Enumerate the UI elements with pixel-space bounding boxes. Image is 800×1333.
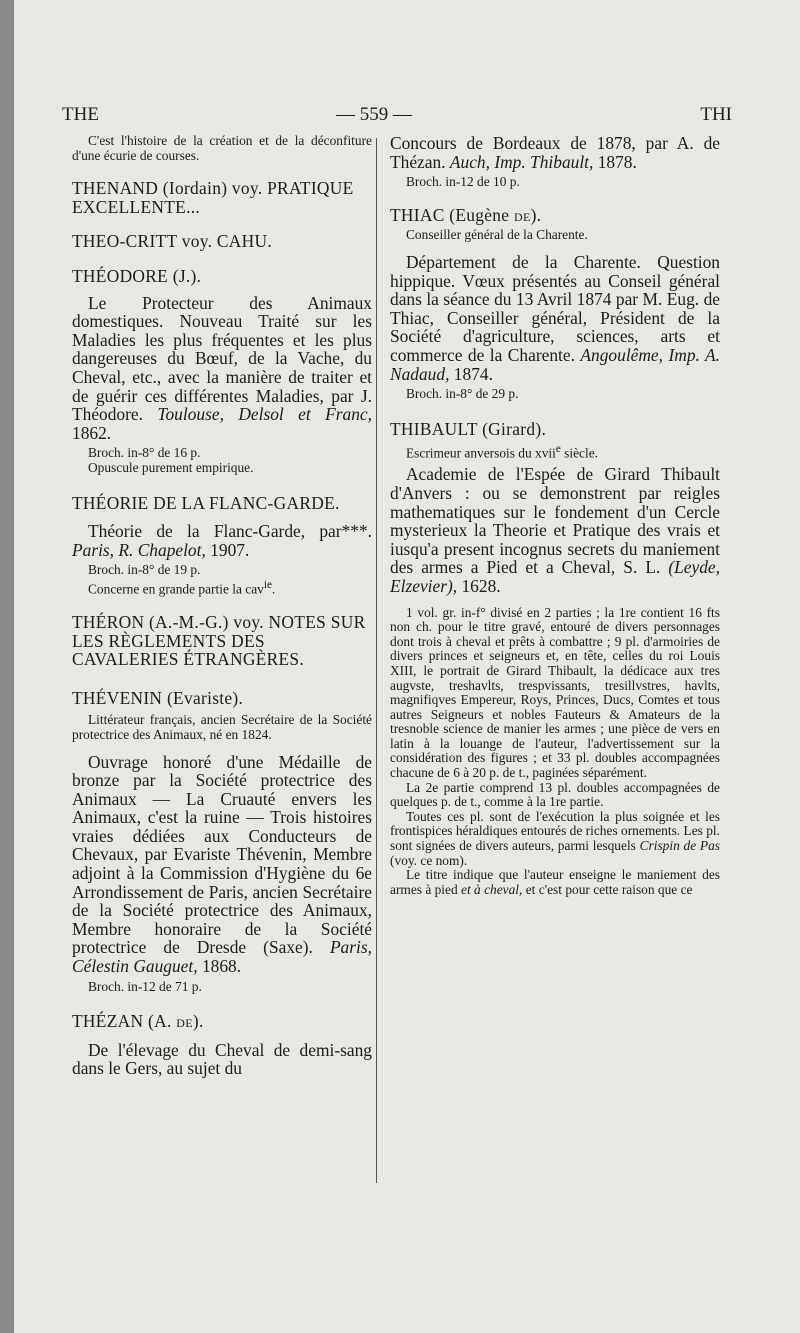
superscript: ie	[263, 578, 272, 591]
format-note: Broch. in-12 de 10 p.	[406, 174, 520, 190]
italic-phrase: et à cheval,	[461, 881, 523, 897]
bio-end: siècle.	[560, 445, 599, 461]
bio-note: Littérateur français, ancien Secrétaire de la Société protectrice des Animaux, né en 1824.	[72, 712, 372, 742]
right-column	[390, 134, 720, 897]
comment-note	[72, 578, 372, 597]
entry-heading-theron: THÉRON (A.-M.-G.) voy. NOTES SUR LES RÈGLEMENTS DES CAVALERIES ÉTRANGÈRES.	[72, 611, 366, 670]
entry-heading-theo-critt: THEO-CRITT voy. CAHU.	[72, 231, 272, 252]
entry-title-theorie	[72, 522, 372, 559]
description-para: 1 vol. gr. in-f° divisé en 2 parties ; la 1re contient 16 fts non ch. pour le titre gravé, entouré de divers personnages dont trois à cheval et prêts à combattre ; 9 pl. d'armoiries de divers princes et seigneurs et, en tête, celles du roi Louis XIII, le portrait de Girard Thibault, la dédicace aux tres augvste, treshavlts, trespvissants, tresillvstres, havlts, magnifiqves Empereur, Roys, Princes, Ducs, Comtes et tous autres Seigneurs et nobles Fauteurs & Amateurs de la tresnoble science de manier les armes ; une pièce de vers en latin à la louange de l'auteur, l'advertissement sur la considération des figures ; et 33 pl. doubles accompagnées chacune de 6 à 20 p. de t., paginées séparément.	[390, 604, 720, 781]
page-number: — 559 —	[336, 104, 412, 125]
publisher: Auch, Imp. Thibault,	[449, 151, 594, 172]
desc-text: Le titre indique que l'auteur enseigne le maniement des armes à pied	[390, 867, 720, 897]
title-text: Département de la Charente. Question hippique. Vœux présentés au Conseil général dans la séance du 13 Avril 1874 par M. Eug. de Thiac, Conseiller général, Président de la Société d'agriculture, sciences, arts et commerce de la Charente.	[390, 251, 720, 365]
left-column	[72, 134, 372, 1078]
publisher: Angoulême, Imp. A. Nadaud,	[390, 344, 721, 384]
format-note: Broch. in-12 de 71 p.	[88, 978, 202, 994]
entry-heading-thenand: THENAND (Iordain) voy. PRATIQUE EXCELLENTE...	[72, 178, 354, 217]
year: 1868.	[201, 956, 242, 977]
description-para: La 2e partie comprend 13 pl. doubles accompagnées de quelques p. de t., comme à la 1re partie.	[390, 779, 720, 810]
entry-title-thevenin	[72, 753, 372, 976]
entry-heading-thiac	[390, 206, 720, 225]
publisher: Paris, Célestin Gauguet,	[72, 937, 372, 977]
artist-name: Crispin de Pas	[639, 838, 720, 854]
heading-name: THIAC (Eugène	[390, 204, 510, 225]
publisher: Paris, R. Chapelot,	[72, 539, 206, 560]
entry-heading-thibault: THIBAULT (Girard).	[390, 418, 547, 439]
heading-close: ).	[530, 204, 542, 225]
description-para	[390, 868, 720, 897]
entry-heading-theodore: THÉODORE (J.).	[72, 265, 202, 286]
superscript: e	[555, 443, 561, 456]
period: .	[271, 581, 276, 597]
title-text: Concours de Bordeaux de 1878, par A. de Thézan.	[390, 133, 720, 172]
entry-title-thiac	[390, 253, 720, 383]
column-divider	[376, 138, 377, 1183]
heading-close: ).	[192, 1011, 204, 1032]
bio-text: Escrimeur anversois du xvii	[406, 445, 556, 461]
year: 1878.	[597, 151, 637, 172]
title-text: Théorie de la Flanc-Garde, par***.	[88, 521, 372, 542]
desc-end: (voy. ce nom).	[390, 852, 468, 868]
comment-note: Opuscule purement empirique.	[88, 459, 254, 475]
particle: de	[513, 204, 531, 225]
particle: de	[176, 1011, 193, 1032]
header-left-word: THE	[62, 104, 99, 125]
description-para	[390, 810, 720, 868]
entry-title-thibault	[390, 465, 720, 595]
year: 1628.	[461, 575, 501, 596]
comment-text: Concerne en grande partie la cav	[88, 581, 264, 597]
entry-heading-theorie: THÉORIE DE LA FLANC-GARDE.	[72, 492, 340, 513]
entry-heading-thezan	[72, 1012, 372, 1031]
format-note: Broch. in-8° de 29 p.	[406, 386, 519, 402]
heading-name: THÉZAN (A.	[72, 1011, 172, 1032]
title-text: Le Protecteur des Animaux domestiques. Nouveau Traité sur les Maladies les plus fréquentes et les plus dangereuses du Bœuf, de la Vache, du Cheval, etc., avec la manière de traiter et de guérir ces différentes Maladies, par J. Théodore.	[72, 292, 372, 425]
publisher: (Leyde, Elzevier),	[390, 557, 720, 596]
bio-note	[390, 442, 720, 461]
year: 1907.	[210, 539, 250, 560]
title-text: Academie de l'Espée de Girard Thibault d'Anvers : ou se demonstrent par reigles mathematiques sur le fondement d'un Cercle mysterieux la Theorie et Pratique des vrais et iusqu'a present incognus secrets du maniement des armes a Pied et a Cheval, S. L.	[390, 464, 720, 578]
desc-end: et c'est pour cette raison que ce	[525, 881, 693, 897]
format-note: Broch. in-8° de 16 p.	[88, 445, 201, 461]
year: 1874.	[453, 363, 493, 384]
bio-note: Conseiller général de la Charente.	[406, 227, 588, 243]
entry-title-thezan-cont	[390, 134, 720, 171]
year: 1862.	[72, 422, 112, 443]
entry-heading-thevenin: THÉVENIN (Evariste).	[72, 687, 244, 708]
format-note: Broch. in-8° de 19 p.	[88, 562, 201, 578]
entry-title-thezan: De l'élevage du Cheval de demi-sang dans le Gers, au sujet du	[72, 1039, 372, 1079]
entry-title-theodore	[72, 294, 372, 443]
entry-note: C'est l'histoire de la création et de la déconfiture d'une écurie de courses.	[72, 133, 372, 163]
header-right-word: THI	[700, 104, 732, 125]
book-page	[14, 0, 800, 1333]
desc-text: Toutes ces pl. sont de l'exécution la plus soignée et les frontispices héraldiques entourés de riches ornements. Les pl. sont signées de divers auteurs, parmi lesquels	[390, 808, 720, 854]
publisher: Toulouse, Delsol et Franc,	[157, 404, 372, 425]
title-text: Ouvrage honoré d'une Médaille de bronze par la Société protectrice des Animaux — La Cruauté envers les Animaux, c'est la ruine — Trois histoires vraies dédiées aux Conducteurs de Chevaux, par Evariste Thévenin, Membre adjoint à la Commission d'Hygiène du 6e Arrondissement de Paris, ancien Secrétaire de la Société protectrice des Animaux, Membre honoraire de la Société protectrice de Dresde (Saxe).	[72, 751, 372, 958]
